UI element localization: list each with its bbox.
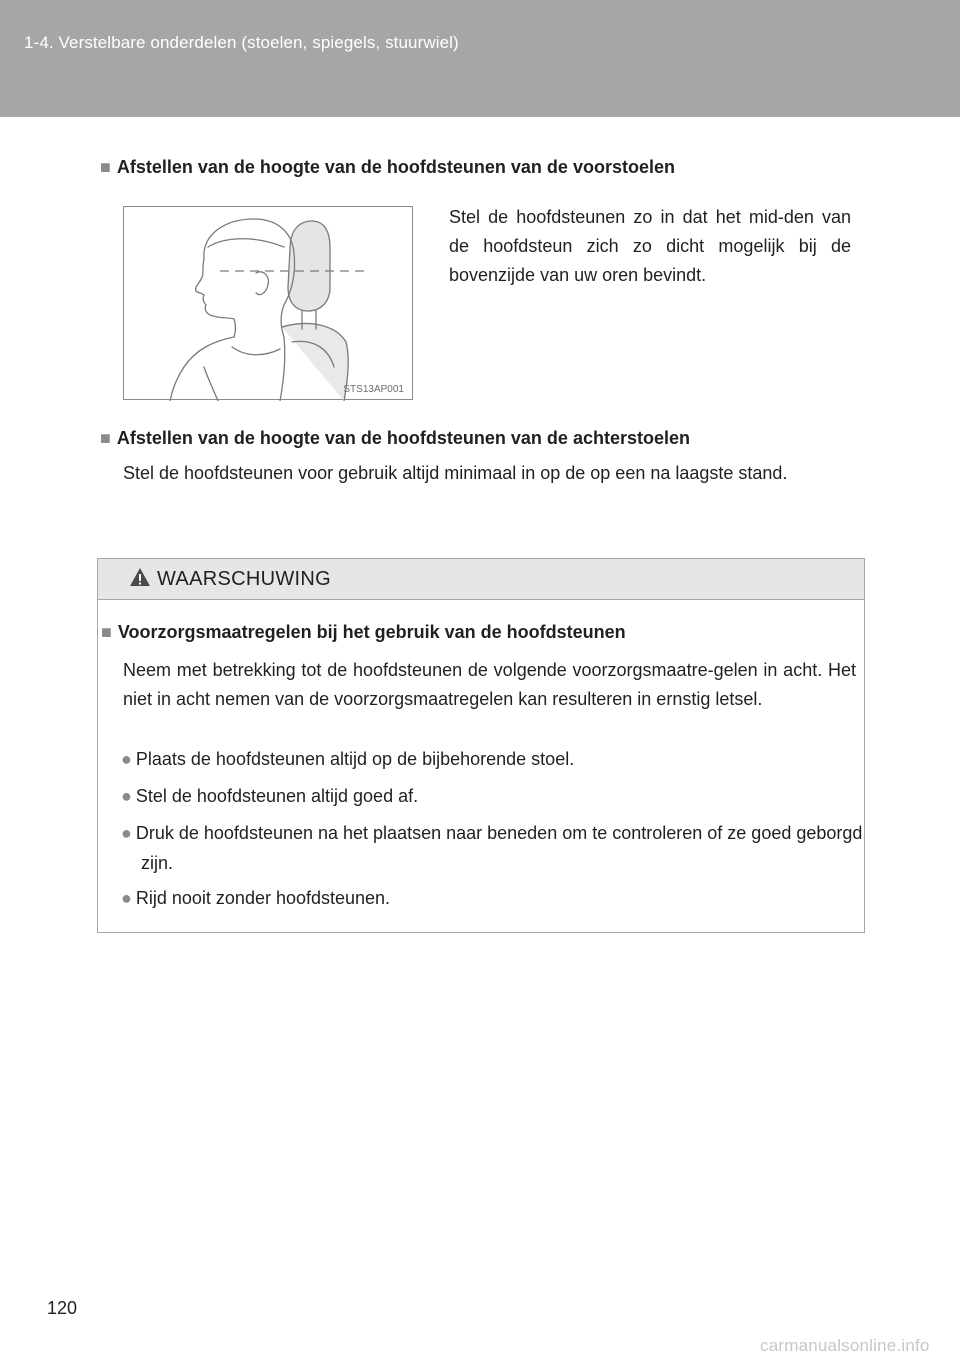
warning-bullet-4-text: Rijd nooit zonder hoofdsteunen. bbox=[135, 888, 391, 908]
section1-body-text: Stel de hoofdsteunen zo in dat het mid-den van de hoofdsteun zich zo dicht mogelijk bij de bovenzijde van uw oren bevindt. bbox=[449, 207, 851, 285]
warning-title: WAARSCHUWING bbox=[157, 568, 331, 590]
section2-body-text: Stel de hoofdsteunen voor gebruik altijd minimaal in op de op een na laagste stand. bbox=[123, 463, 788, 483]
figure-code: STS13AP001 bbox=[343, 384, 404, 395]
warning-bullet-1 bbox=[121, 744, 854, 774]
chapter-title: 1-4. Verstelbare onderdelen (stoelen, spiegels, stuurwiel) bbox=[24, 33, 459, 52]
warning-heading bbox=[101, 622, 626, 643]
section-heading-front bbox=[100, 157, 675, 178]
round-bullet-icon: ● bbox=[121, 786, 132, 806]
page-number: 120 bbox=[47, 1298, 78, 1318]
warning-bullet-3-text: Druk de hoofdsteunen na het plaatsen naar beneden om te controleren of ze goed geborgd zijn. bbox=[135, 823, 863, 873]
warning-heading-text: Voorzorgsmaatregelen bij het gebruik van de hoofdsteunen bbox=[117, 622, 626, 642]
warning-intro-text: Neem met betrekking tot de hoofdsteunen de volgende voorzorgsmaatre-gelen in acht. Het niet in acht nemen van de voorzorgsmaatregelen kan resulteren in ernstig letsel. bbox=[123, 660, 856, 709]
warning-box bbox=[97, 558, 865, 933]
square-bullet-icon: ■ bbox=[100, 428, 111, 448]
headrest-illustration bbox=[123, 206, 413, 400]
page-header bbox=[0, 0, 960, 117]
section-heading-rear bbox=[100, 428, 690, 449]
square-bullet-icon: ■ bbox=[101, 622, 112, 642]
watermark: carmanualsonline.info bbox=[760, 1336, 930, 1355]
round-bullet-icon: ● bbox=[121, 749, 132, 769]
warning-bullet-2 bbox=[121, 781, 854, 811]
warning-bullet-3 bbox=[121, 818, 874, 878]
warning-bullet-4 bbox=[121, 883, 854, 913]
section-heading-rear-text: Afstellen van de hoogte van de hoofdsteunen van de achterstoelen bbox=[116, 428, 690, 448]
warning-header bbox=[98, 559, 864, 600]
round-bullet-icon: ● bbox=[121, 823, 132, 843]
head-and-headrest-drawing bbox=[124, 207, 414, 401]
warning-bullet-1-text: Plaats de hoofdsteunen altijd op de bijbehorende stoel. bbox=[135, 749, 575, 769]
square-bullet-icon: ■ bbox=[100, 157, 111, 177]
warning-triangle-icon bbox=[129, 567, 151, 587]
section-heading-front-text: Afstellen van de hoogte van de hoofdsteunen van de voorstoelen bbox=[116, 157, 675, 177]
round-bullet-icon: ● bbox=[121, 888, 132, 908]
warning-bullet-2-text: Stel de hoofdsteunen altijd goed af. bbox=[135, 786, 419, 806]
